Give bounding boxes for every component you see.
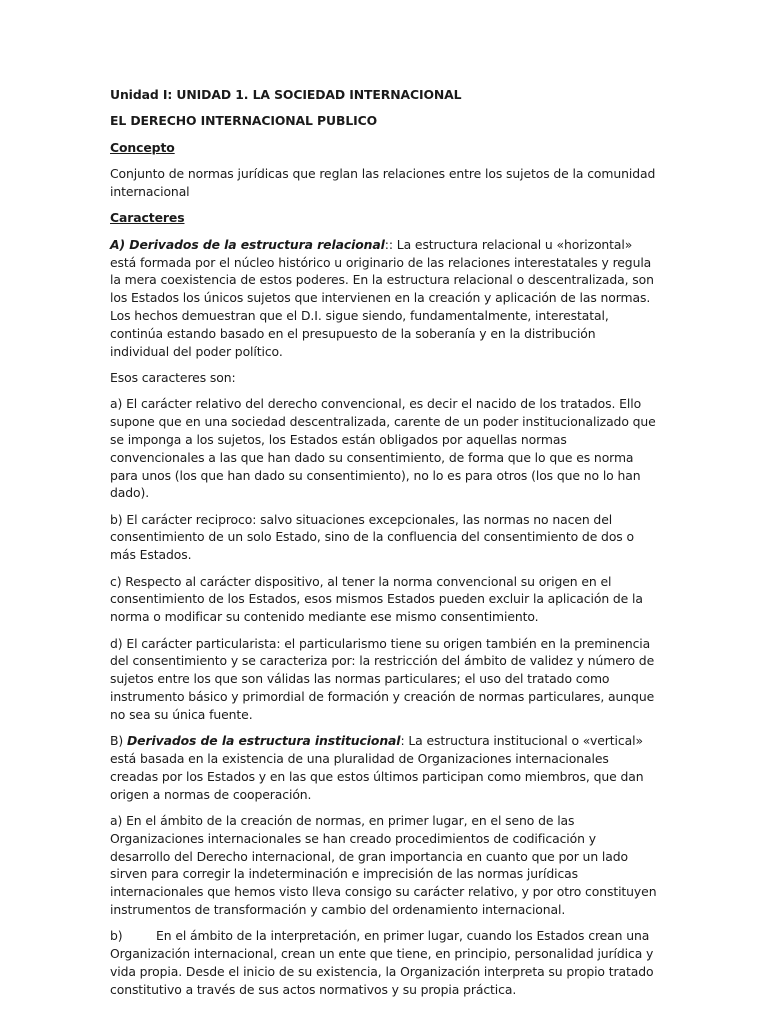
section-b-prefix: B) [110,733,127,749]
section-b-text: : La estructura institucional o «vertical» está basada en la existencia de una pluralidad de Organizaciones internacionales creadas por los Estados y en las que estos últimos participan como miembros, que dan origen a normas de cooperación. [110,733,644,802]
section-b-label: Derivados de la estructura institucional [126,733,401,749]
section-a-paragraph [110,236,658,361]
unit-title: Unidad I: UNIDAD 1. LA SOCIEDAD INTERNACIONAL [110,87,462,102]
section-a-label: A) Derivados de la estructura relacional [110,236,385,252]
item-a-paragraph: a) El carácter relativo del derecho convencional, es decir el nacido de los tratados. Ello supone que en una sociedad descentralizada, carente de un poder institucionalizado que se imponga a los sujetos, los Estados están obligados por aquellas normas convencionales a las que han dado su consentimiento, de forma que lo que es norma para unos (los que han dado su consentimiento), no lo es para otros (los que no lo han dado). [110,396,656,501]
section-a-text: :: La estructura relacional u «horizontal» está formada por el núcleo histórico u originario de las relaciones interestatales y regula la mera coexistencia de estos poderes. En la estructura relacional o descentralizada, son los Estados los únicos sujetos que intervienen en la creación y aplicación de las normas. Los hechos demuestran que el D.I. sigue siendo, fundamentalmente, interestatal, continúa estando basado en el presupuesto de la soberanía y en la distribución individual del poder político. [110,236,654,359]
item-b-paragraph: b) El carácter reciproco: salvo situaciones excepcionales, las normas no nacen del consentimiento de un solo Estado, sino de la confluencia del consentimiento de dos o más Estados. [110,511,634,563]
item-b-b-label: b) [110,928,123,944]
item-c-paragraph: c) Respecto al carácter dispositivo, al tener la norma convencional su origen en el consentimiento de los Estados, esos mismos Estados pueden excluir la aplicación de la norma o modificar su contenido mediante ese mismo consentimiento. [110,573,643,625]
main-heading: EL DERECHO INTERNACIONAL PUBLICO [110,113,378,129]
concepto-heading: Concepto [110,139,175,155]
document-body [110,86,658,1007]
item-b-a-paragraph: a) En el ámbito de la creación de normas, en primer lugar, en el seno de las Organizaciones internacionales se han creado procedimientos de codificación y desarrollo del Derecho internacional, de gran importancia en cuanto que por un lado sirven para corregir la indeterminación e imprecisión de las normas jurídicas internacionales que hemos visto lleva consigo su carácter relativo, y por otro constituyen instrumentos de transformación y cambio del ordenamiento internacional. [110,813,657,917]
item-b-b-text: En el ámbito de la interpretación, en primer lugar, cuando los Estados crean una Organización internacional, crean un ente que tiene, en principio, personalidad jurídica y vida propia. Desde el inicio de su existencia, la Organización interpreta su propio tratado constitutivo a través de sus actos normativos y su propia práctica. [110,928,654,997]
caracteres-heading: Caracteres [110,210,185,226]
esos-caracteres-paragraph: Esos caracteres son: [110,369,236,385]
section-b-paragraph [110,732,658,803]
item-b-b-paragraph [110,927,658,998]
item-d-paragraph: d) El carácter particularista: el particularismo tiene su origen también en la preminencia del consentimiento y se caracteriza por: la restricción del ámbito de validez y número de sujetos entre los que son válidas las normas particulares; el uso del tratado como instrumento básico y primordial de formación y creación de normas particulares, aunque no sea su única fuente. [110,635,655,722]
concepto-paragraph: Conjunto de normas jurídicas que reglan las relaciones entre los sujetos de la comunidad internacional [110,166,656,199]
